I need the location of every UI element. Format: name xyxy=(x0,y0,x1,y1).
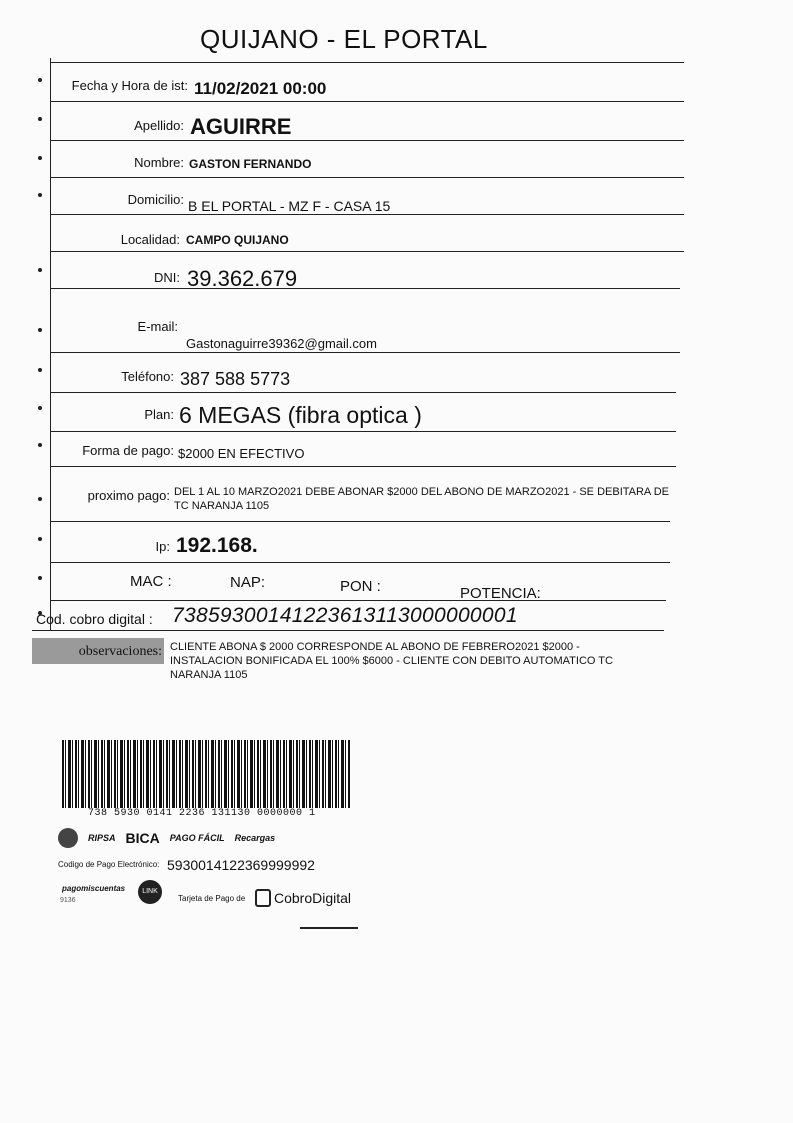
nombre-label: Nombre: xyxy=(134,155,184,170)
row-divider xyxy=(50,101,684,102)
observaciones-value: CLIENTE ABONA $ 2000 CORRESPONDE AL ABONO DE FEBRERO2021 $2000 - INSTALACION BONIFICADA EL 100% $6000 - CLIENTE CON DEBITO AUTOMATICO TC NARANJA 1105 xyxy=(170,641,613,681)
ip-label: Ip: xyxy=(155,539,170,554)
cobrodigital-icon xyxy=(255,889,271,907)
telefono-label: Teléfono: xyxy=(121,369,174,384)
domicilio-value: B EL PORTAL - MZ F - CASA 15 xyxy=(188,198,391,214)
bullet-mark xyxy=(38,268,42,272)
pagofacil-logo: PAGO FÁCIL xyxy=(169,833,225,843)
row-divider xyxy=(50,466,676,467)
bullet-mark xyxy=(38,156,42,160)
plan-value: 6 MEGAS (fibra optica ) xyxy=(179,402,422,428)
recargas-logo: Recargas xyxy=(234,833,276,843)
row-divider xyxy=(50,251,684,252)
row-divider xyxy=(50,521,670,522)
cod-cobro-label: Cod. cobro digital : xyxy=(36,611,153,627)
barcode-number: 738 5930 0141 2236 131130 0000000 1 xyxy=(88,808,316,819)
dni-label: DNI: xyxy=(154,270,180,285)
plan-label: Plan: xyxy=(144,407,174,422)
bullet-mark xyxy=(38,406,42,410)
bica-logo: BICA xyxy=(125,830,160,846)
codigo-pago-value: 5930014122369999992 xyxy=(167,857,315,873)
localidad-label: Localidad: xyxy=(120,232,180,247)
cobrodigital-logo xyxy=(255,889,351,907)
row-divider xyxy=(50,177,684,178)
bullet-mark xyxy=(38,78,42,82)
bullet-mark xyxy=(38,576,42,580)
row-divider xyxy=(50,214,684,215)
barcode xyxy=(62,740,350,808)
link-logo: LINK xyxy=(138,880,162,904)
fecha-label: Fecha y Hora de ist: xyxy=(71,78,188,93)
bullet-mark xyxy=(38,117,42,121)
observaciones-label: observaciones: xyxy=(32,638,164,664)
dni-value: 39.362.679 xyxy=(187,266,298,291)
proximo-pago-label: proximo pago: xyxy=(87,488,170,503)
bullet-mark xyxy=(38,328,42,332)
ripsa-logo: RIPSA xyxy=(88,833,116,843)
row-divider xyxy=(50,140,684,141)
domicilio-label: Domicilio: xyxy=(127,192,184,207)
forma-pago-label: Forma de pago: xyxy=(82,443,174,458)
pagomiscuentas-logo: pagomiscuentas xyxy=(62,884,126,893)
apellido-value: AGUIRRE xyxy=(190,114,292,139)
nap-label: NAP: xyxy=(230,574,266,591)
apellido-label: Apellido: xyxy=(134,118,184,133)
email-value: Gastonaguirre39362@gmail.com xyxy=(186,336,377,351)
row-divider xyxy=(50,288,680,289)
bullet-mark xyxy=(38,497,42,501)
small-code: 9136 xyxy=(60,897,76,904)
mac-label: MAC : xyxy=(130,573,172,590)
proximo-pago-value: DEL 1 AL 10 MARZO2021 DEBE ABONAR $2000 DEL ABONO DE MARZO2021 - SE DEBITARA DE TC NARANJA 1105 xyxy=(174,486,669,512)
row-divider xyxy=(50,392,676,393)
cobrodigital-text: CobroDigital xyxy=(274,890,352,906)
form-frame-border xyxy=(50,58,51,630)
fecha-value: 11/02/2021 00:00 xyxy=(194,79,327,98)
row-divider xyxy=(50,352,680,353)
row-divider xyxy=(50,431,676,432)
telefono-value: 387 588 5773 xyxy=(180,369,291,389)
row-divider xyxy=(50,600,666,601)
bullet-mark xyxy=(38,537,42,541)
row-divider xyxy=(50,562,670,563)
bullet-mark xyxy=(38,443,42,447)
row-divider xyxy=(50,62,684,63)
cod-cobro-value: 73859300141223613113000000001 xyxy=(172,604,518,627)
row-divider xyxy=(32,630,664,631)
payment-network-logo xyxy=(58,828,78,848)
bullet-mark xyxy=(38,368,42,372)
ip-value: 192.168. xyxy=(176,534,258,557)
pon-label: PON : xyxy=(340,578,381,595)
forma-pago-value: $2000 EN EFECTIVO xyxy=(178,446,305,461)
tarjeta-pago-label: Tarjeta de Pago de xyxy=(178,894,246,903)
payment-logos xyxy=(58,826,275,850)
page-title: QUIJANO - EL PORTAL xyxy=(200,24,488,54)
email-label: E-mail: xyxy=(137,319,178,334)
codigo-pago-label: Codigo de Pago Electrónico: xyxy=(58,860,160,869)
bullet-mark xyxy=(38,193,42,197)
crop-mark xyxy=(300,922,358,929)
localidad-value: CAMPO QUIJANO xyxy=(186,233,289,247)
potencia-label: POTENCIA: xyxy=(460,585,541,602)
nombre-value: GASTON FERNANDO xyxy=(189,157,312,171)
